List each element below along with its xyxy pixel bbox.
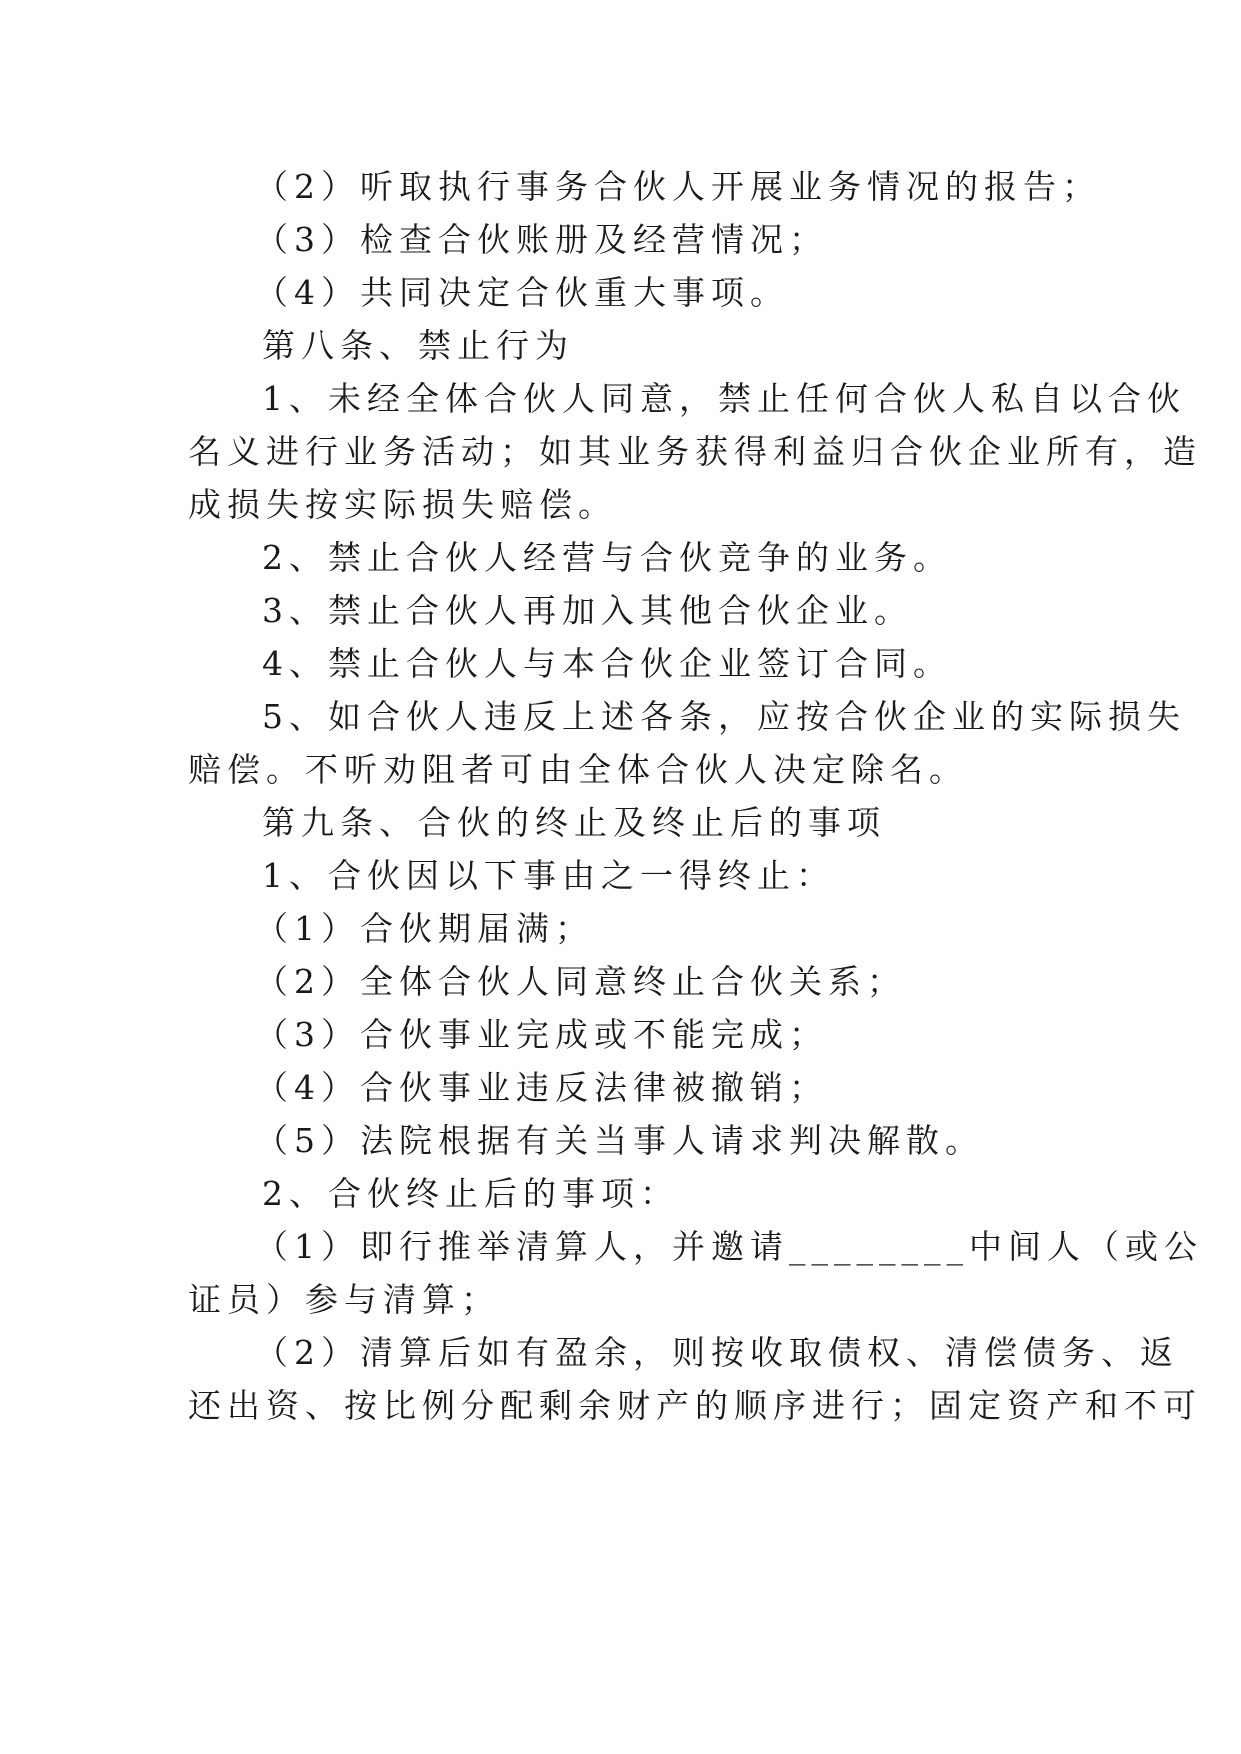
paragraph-line: （4）共同决定合伙重大事项。 xyxy=(255,273,789,312)
paragraph-line: （1）即行推举清算人，并邀请________中间人（或公 xyxy=(255,1227,1203,1266)
paragraph-line: 2、禁止合伙人经营与合伙竞争的业务。 xyxy=(262,538,952,577)
paragraph-line: 成损失按实际损失赔偿。 xyxy=(188,485,617,524)
paragraph-line: 1、合伙因以下事由之一得终止： xyxy=(262,856,835,895)
paragraph-line: 赔偿。不听劝阻者可由全体合伙人决定除名。 xyxy=(188,750,968,789)
paragraph-line: 5、如合伙人违反上述各条，应按合伙企业的实际损失 xyxy=(262,697,1186,736)
paragraph-line: （3）检查合伙账册及经营情况； xyxy=(255,220,828,259)
paragraph-line: 名义进行业务活动；如其业务获得利益归合伙企业所有，造 xyxy=(188,432,1202,471)
paragraph-line: 证员）参与清算； xyxy=(188,1280,500,1319)
paragraph-line: 3、禁止合伙人再加入其他合伙企业。 xyxy=(262,591,913,630)
paragraph-line: （2）全体合伙人同意终止合伙关系； xyxy=(255,962,906,1001)
paragraph-line: 1、未经全体合伙人同意，禁止任何合伙人私自以合伙 xyxy=(262,379,1186,418)
section-heading: 第八条、禁止行为 xyxy=(262,326,574,365)
paragraph-line: 2、合伙终止后的事项： xyxy=(262,1174,679,1213)
paragraph-line: （2）听取执行事务合伙人开展业务情况的报告； xyxy=(255,167,1101,206)
paragraph-line: 还出资、按比例分配剩余财产的顺序进行；固定资产和不可 xyxy=(188,1386,1202,1425)
paragraph-line: （5）法院根据有关当事人请求判决解散。 xyxy=(255,1121,984,1160)
paragraph-line: （4）合伙事业违反法律被撤销； xyxy=(255,1068,828,1107)
paragraph-line: （1）合伙期届满； xyxy=(255,909,594,948)
section-heading: 第九条、合伙的终止及终止后的事项 xyxy=(262,803,886,842)
paragraph-line: （2）清算后如有盈余，则按收取债权、清偿债务、返 xyxy=(255,1333,1179,1372)
paragraph-line: 4、禁止合伙人与本合伙企业签订合同。 xyxy=(262,644,952,683)
paragraph-line: （3）合伙事业完成或不能完成； xyxy=(255,1015,828,1054)
